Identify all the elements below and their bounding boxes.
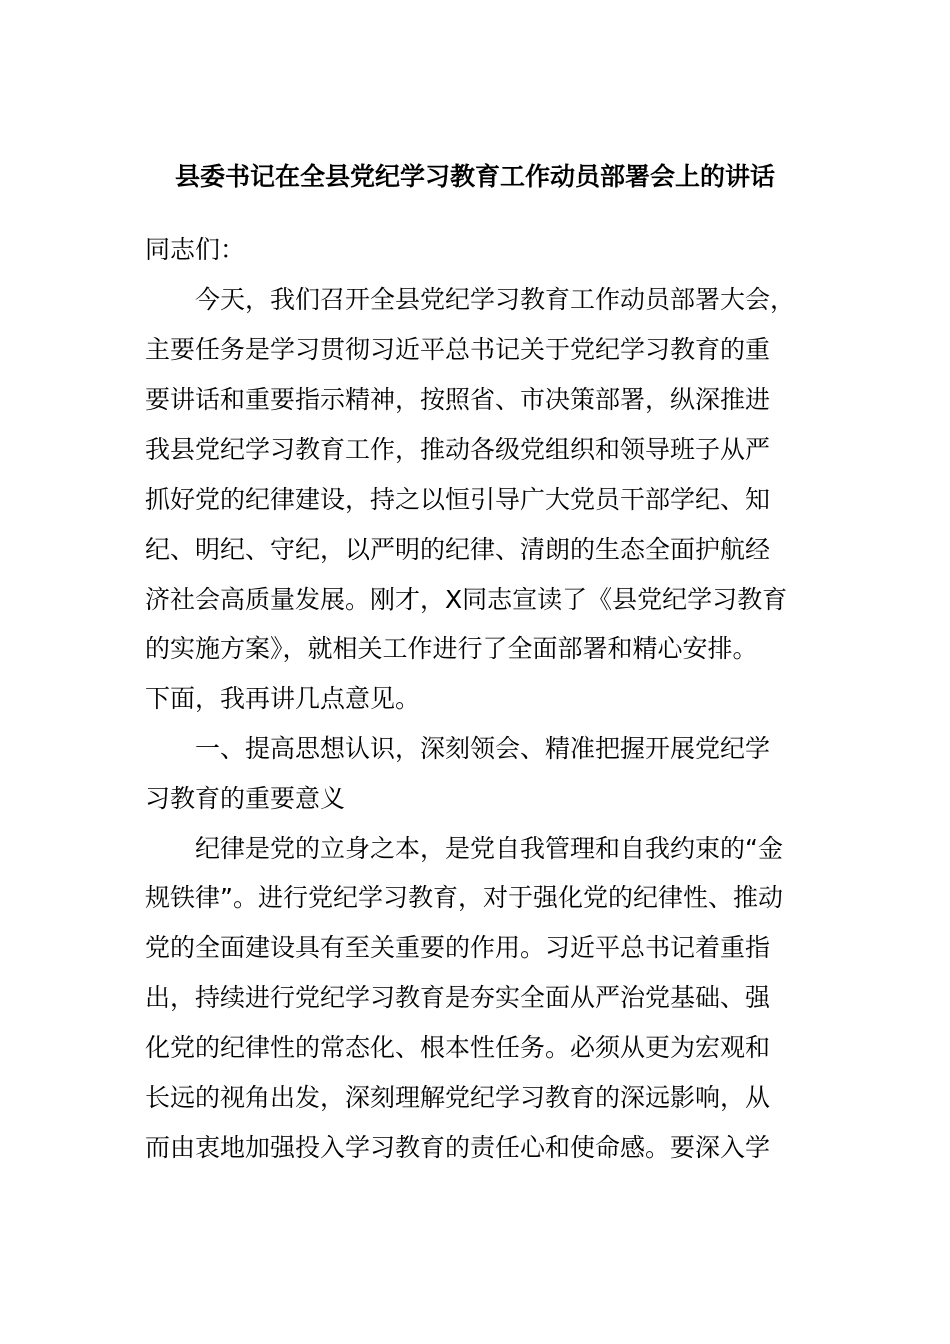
paragraph-line: 长远的视角出发，深刻理解党纪学习教育的深远影响，从 bbox=[145, 1083, 771, 1112]
section-heading-line: 一、提高思想认识，深刻领会、精准把握开展党纪学 bbox=[195, 734, 771, 763]
section-heading-line: 习教育的重要意义 bbox=[145, 784, 346, 813]
paragraph-line: 的实施方案》，就相关工作进行了全面部署和精心安排。 bbox=[145, 634, 758, 663]
paragraph-line: 出，持续进行党纪学习教育是夯实全面从严治党基础、强 bbox=[145, 983, 771, 1012]
paragraph-line: 主要任务是学习贯彻习近平总书记关于党纪学习教育的重 bbox=[145, 335, 771, 364]
paragraph-line: 纪、明纪、守纪，以严明的纪律、清朗的生态全面护航经 bbox=[145, 535, 771, 564]
paragraph-line: 党的全面建设具有至关重要的作用。习近平总书记着重指 bbox=[145, 933, 771, 962]
paragraph-line: 规铁律”。进行党纪学习教育，对于强化党的纪律性、推动 bbox=[145, 883, 783, 912]
paragraph-line: 我县党纪学习教育工作，推动各级党组织和领导班子从严 bbox=[145, 435, 771, 464]
paragraph-line: 下面，我再讲几点意见。 bbox=[145, 684, 421, 713]
paragraph-line: 化党的纪律性的常态化、根本性任务。必须从更为宏观和 bbox=[145, 1033, 771, 1062]
paragraph-line: 抓好党的纪律建设，持之以恒引导广大党员干部学纪、知 bbox=[145, 485, 771, 514]
paragraph-line: 要讲话和重要指示精神，按照省、市决策部署，纵深推进 bbox=[145, 385, 771, 414]
salutation: 同志们： bbox=[145, 235, 246, 264]
paragraph-line: 济社会高质量发展。刚才，X同志宣读了《县党纪学习教育 bbox=[145, 585, 788, 614]
paragraph-line: 今天，我们召开全县党纪学习教育工作动员部署大会， bbox=[195, 285, 796, 314]
paragraph-line: 而由衷地加强投入学习教育的责任心和使命感。要深入学 bbox=[145, 1133, 771, 1162]
document-title: 县委书记在全县党纪学习教育工作动员部署会上的讲话 bbox=[174, 162, 775, 191]
paragraph-line: 纪律是党的立身之本，是党自我管理和自我约束的“金 bbox=[195, 834, 783, 863]
